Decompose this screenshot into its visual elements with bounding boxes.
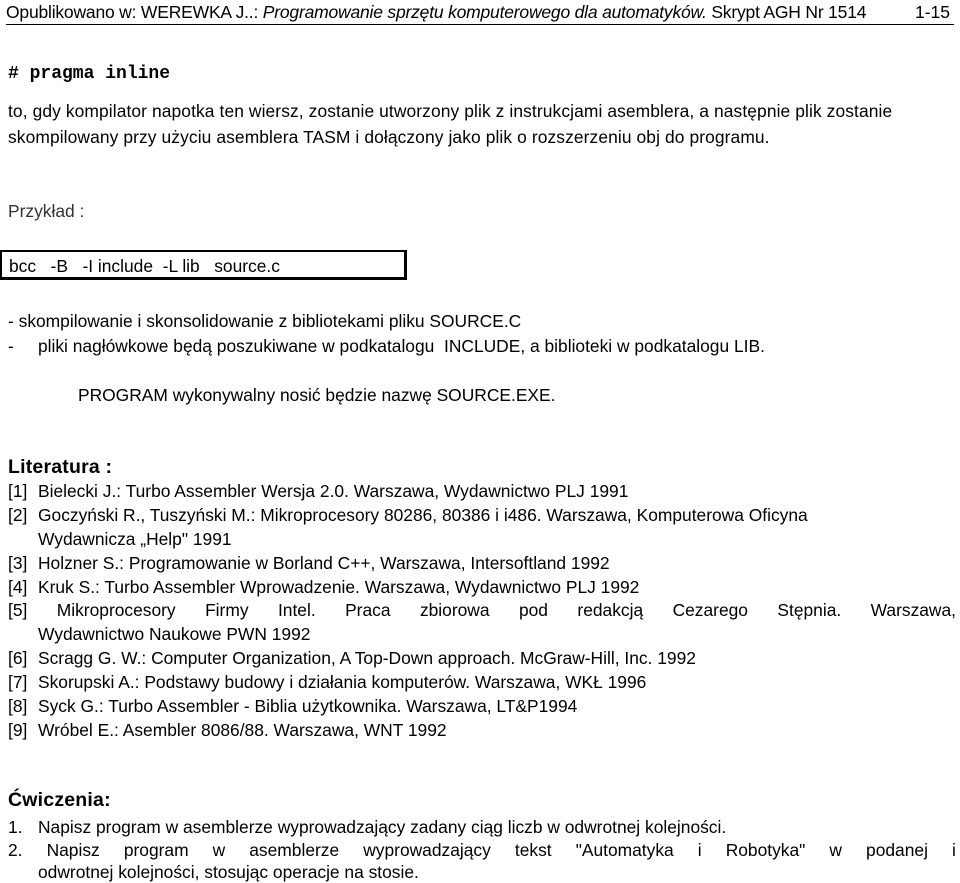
- reference-word: Mikroprocesory: [56, 600, 176, 620]
- header-title-rest: Skrypt AGH Nr 1514: [706, 2, 867, 22]
- program-note: PROGRAM wykonywalny nosić będzie nazwę SOURCE.EXE.: [78, 385, 556, 405]
- reference-justified-row: [8, 600, 956, 621]
- reference-item: [8, 600, 956, 621]
- exercises-heading: Ćwiczenia:: [8, 789, 111, 811]
- reference-item: [8, 672, 646, 693]
- reference-word: Cezarego: [672, 600, 748, 620]
- header-title-plain: Opublikowano w: WEREWKA J..:: [6, 2, 263, 22]
- reference-number: [1]: [8, 481, 28, 501]
- reference-word: Warszawa,: [870, 600, 956, 620]
- reference-number: [3]: [8, 553, 28, 573]
- reference-word: pod: [518, 600, 548, 620]
- page-header: [6, 0, 954, 25]
- exercise-number: 2.: [8, 840, 23, 860]
- exercise-word: asemblerze: [249, 840, 340, 860]
- exercise-number: 1.: [8, 817, 23, 837]
- reference-text: Holzner S.: Programowanie w Borland C++, Warszawa, Intersoftland 1992: [38, 553, 610, 573]
- reference-word: Stępnia.: [777, 600, 842, 620]
- reference-number: [6]: [8, 648, 28, 668]
- reference-number: [2]: [8, 505, 28, 525]
- reference-number: [7]: [8, 672, 28, 692]
- exercise-justified-row: [8, 840, 956, 861]
- reference-word: zbiorowa: [419, 600, 490, 620]
- reference-continuation: Wydawnicza „Help" 1991: [38, 529, 232, 549]
- exercise-text: Napisz program w asemblerze wyprowadzający zadany ciąg liczb w odwrotnej kolejności.: [38, 817, 727, 837]
- exercise-word: podanej: [866, 840, 928, 860]
- reference-number: [9]: [8, 720, 28, 740]
- exercise-word: w: [829, 840, 842, 860]
- exercise-word: wyprowadzający: [363, 840, 491, 860]
- reference-item: [8, 481, 628, 502]
- exercise-item: [8, 840, 956, 861]
- reference-word: Praca: [345, 600, 391, 620]
- exercise-word: Robotyka": [725, 840, 806, 860]
- exercise-item: [8, 817, 726, 838]
- note-line: - pliki nagłówkowe będą poszukiwane w podkatalogu INCLUDE, a biblioteki w podkatalogu LIB.: [8, 336, 765, 356]
- reference-text: Bielecki J.: Turbo Assembler Wersja 2.0. Warszawa, Wydawnictwo PLJ 1991: [38, 481, 629, 501]
- reference-text: Scragg G. W.: Computer Organization, A Top-Down approach. McGraw-Hill, Inc. 1992: [38, 648, 696, 668]
- reference-item: [8, 553, 610, 574]
- reference-item: [8, 505, 808, 526]
- header-title-italic: Programowanie sprzętu komputerowego dla automatyków.: [262, 2, 707, 22]
- page-number: 1-15: [914, 2, 950, 22]
- reference-item: [8, 720, 447, 741]
- reference-text: Skorupski A.: Podstawy budowy i działania komputerów. Warszawa, WKŁ 1996: [38, 672, 647, 692]
- exercise-word: "Automatyka: [575, 840, 674, 860]
- exercise-continuation: odwrotnej kolejności, stosując operacje na stosie.: [38, 862, 419, 882]
- body-paragraph: to, gdy kompilator napotka ten wiersz, zostanie utworzony plik z instrukcjami asemblera, a następnie plik zostanie skompilowany przy użyciu asemblera TASM i dołączony jako plik o rozszerzeniu obj do programu.: [8, 101, 893, 147]
- pragma-directive: # pragma inline: [8, 64, 171, 84]
- exercise-word: Napisz: [46, 840, 100, 860]
- reference-word: redakcją: [577, 600, 644, 620]
- reference-continuation: Wydawnictwo Naukowe PWN 1992: [38, 624, 311, 644]
- reference-item: [8, 648, 696, 669]
- command-box: bcc -B -I include -L lib source.c: [0, 250, 407, 280]
- exercise-word: i: [697, 840, 702, 860]
- exercise-word: w: [212, 840, 226, 860]
- header-title: [6, 0, 866, 24]
- example-label: Przykład :: [8, 201, 85, 221]
- reference-text: Goczyński R., Tuszyński M.: Mikroprocesory 80286, 80386 i i486. Warszawa, Komputerowa Oficyna: [38, 505, 808, 525]
- reference-number: [5]: [8, 600, 28, 620]
- exercise-word: program: [123, 840, 189, 860]
- reference-number: [4]: [8, 577, 28, 597]
- reference-text: Kruk S.: Turbo Assembler Wprowadzenie. Warszawa, Wydawnictwo PLJ 1992: [38, 577, 640, 597]
- reference-word: Intel.: [277, 600, 316, 620]
- reference-item: [8, 696, 577, 717]
- reference-item: [8, 577, 639, 598]
- reference-text: Wróbel E.: Asembler 8086/88. Warszawa, WNT 1992: [38, 720, 447, 740]
- exercise-word: tekst: [514, 840, 552, 860]
- reference-number: [8]: [8, 696, 28, 716]
- note-line: - skompilowanie i skonsolidowanie z bibliotekami pliku SOURCE.C: [8, 311, 522, 331]
- reference-word: Firmy: [205, 600, 249, 620]
- literature-heading: Literatura :: [8, 456, 113, 478]
- reference-text: Syck G.: Turbo Assembler - Biblia użytkownika. Warszawa, LT&P1994: [38, 696, 578, 716]
- exercise-word: i: [952, 840, 956, 860]
